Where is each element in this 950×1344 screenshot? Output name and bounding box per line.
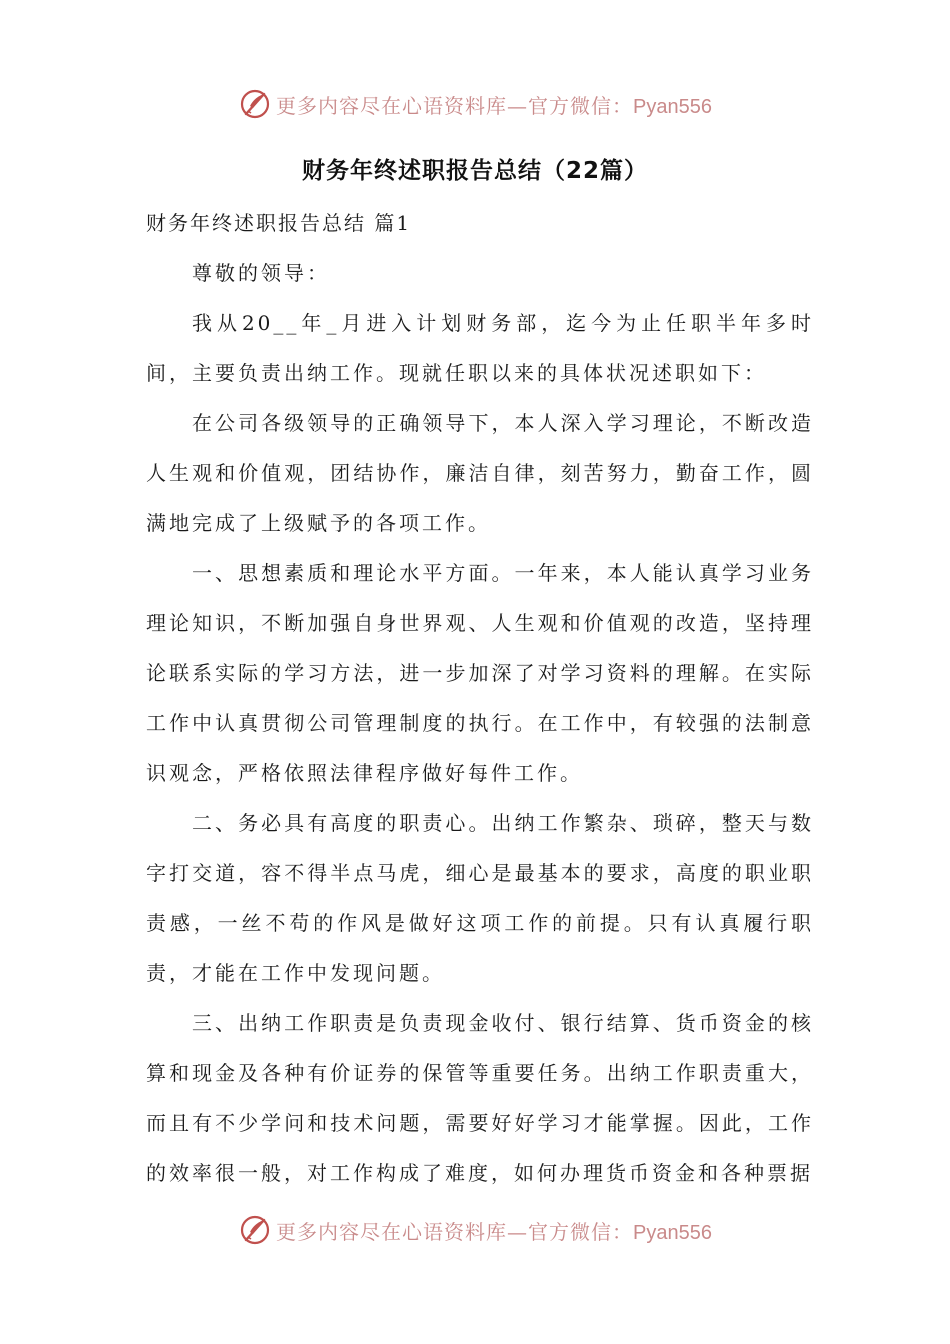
paragraph-intro: 我从20__年_月进入计划财务部，迄今为止任职半年多时间，主要负责出纳工作。现就任职以来的具体状况述职如下：	[146, 311, 814, 385]
watermark-label: 更多内容尽在心语资料库—官方微信：	[276, 1219, 634, 1244]
paragraph-point-3: 三、出纳工作职责是负责现金收付、银行结算、货币资金的核算和现金及各种有价证券的保管等重要任务。出纳工作职责重大，而且有不少学问和技术问题，需要好好学习才能掌握。因此，工作的效率很一般，对工作构成了难度，如何办理货币资金和各种票据	[146, 1011, 814, 1185]
paragraph-point-1: 一、思想素质和理论水平方面。一年来，本人能认真学习业务理论知识，不断加强自身世界观、人生观和价值观的改造，坚持理论联系实际的学习方法，进一步加深了对学习资料的理解。在实际工作中认真贯彻公司管理制度的执行。在工作中，有较强的法制意识观念，严格依照法律程序做好每件工作。	[146, 561, 814, 785]
wechat-id: Pyan556	[633, 1221, 712, 1244]
watermark-text	[276, 90, 712, 119]
watermark-label: 更多内容尽在心语资料库—官方微信：	[276, 93, 634, 118]
watermark-banner-top	[0, 84, 950, 124]
document-title: 财务年终述职报告总结（22篇）	[301, 158, 648, 184]
paragraph-overview: 在公司各级领导的正确领导下，本人深入学习理论，不断改造人生观和价值观，团结协作，廉洁自律，刻苦努力，勤奋工作，圆满地完成了上级赋予的各项工作。	[146, 411, 814, 535]
watermark-banner-bottom	[0, 1210, 950, 1250]
section-heading: 财务年终述职报告总结 篇1	[146, 211, 412, 235]
paragraph-point-2: 二、务必具有高度的职责心。出纳工作繁杂、琐碎，整天与数字打交道，容不得半点马虎，细心是最基本的要求，高度的职业职责感，一丝不苟的作风是做好这项工作的前提。只有认真履行职责，才能在工作中发现问题。	[146, 811, 814, 985]
quill-pen-logo-icon	[238, 87, 272, 121]
salutation: 尊敬的领导：	[192, 261, 330, 285]
wechat-id: Pyan556	[633, 95, 712, 118]
document-body	[146, 198, 814, 1198]
watermark-text	[276, 1216, 712, 1245]
quill-pen-logo-icon	[238, 1213, 272, 1247]
